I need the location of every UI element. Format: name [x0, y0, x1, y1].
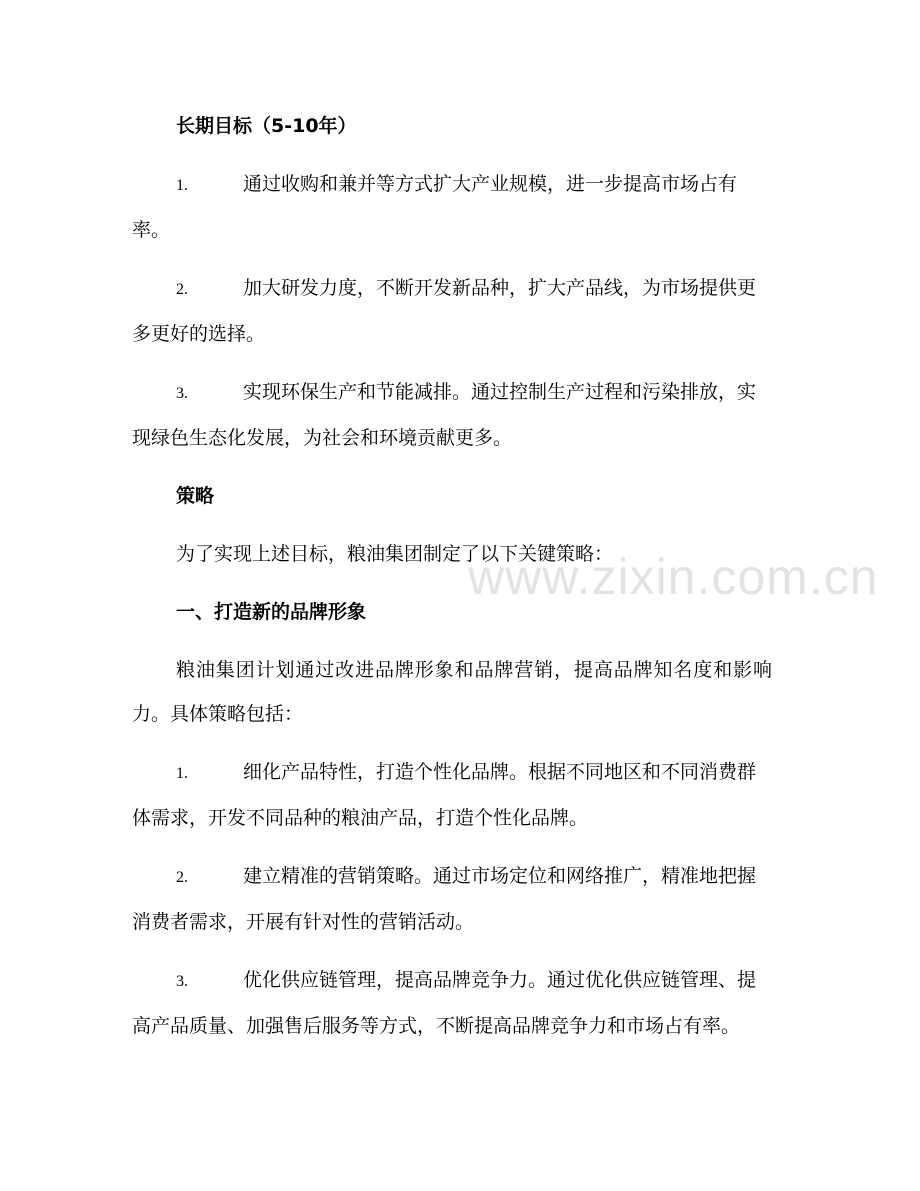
list-item-text: 实现环保生产和节能减排。通过控制生产过程和污染排放，实现绿色生态化发展，为社会和环境贡献更多。: [132, 381, 757, 449]
list-item-text: 建立精准的营销策略。通过市场定位和网络推广，精准地把握消费者需求，开展有针对性的营销活动。: [132, 865, 757, 933]
list-item-text: 加大研发力度，不断开发新品种，扩大产品线，为市场提供更多更好的选择。: [132, 277, 757, 345]
list-item: [132, 266, 772, 356]
list-item-number: 3.: [176, 385, 188, 402]
list-item-text: 细化产品特性，打造个性化品牌。根据不同地区和不同消费群体需求，开发不同品种的粮油产品，打造个性化品牌。: [132, 761, 757, 829]
list-item: [132, 750, 772, 840]
list-item-number: 3.: [176, 973, 188, 990]
list-item: [132, 162, 772, 252]
watermark-text: www.zixin.com.cn: [468, 549, 879, 605]
list-item-number: 1.: [176, 177, 188, 194]
list-item-number: 2.: [176, 281, 188, 298]
list-item-text: 优化供应链管理，提高品牌竞争力。通过优化供应链管理、提高产品质量、加强售后服务等方式，不断提高品牌竞争力和市场占有率。: [132, 969, 757, 1037]
list-item-number: 2.: [176, 869, 188, 886]
list-item-number: 1.: [176, 765, 188, 782]
list-item: [132, 370, 772, 460]
list-item: [132, 854, 772, 944]
paragraph: 为了实现上述目标，粮油集团制定了以下关键策略：: [176, 543, 614, 565]
document-body: [132, 104, 772, 1062]
section-heading-long-term-goals: 长期目标（5-10年）: [176, 115, 357, 137]
paragraph: 粮油集团计划通过改进品牌形象和品牌营销，提高品牌知名度和影响力。具体策略包括：: [132, 659, 772, 725]
section-heading-brand-image: 一、打造新的品牌形象: [176, 601, 367, 623]
list-item: [132, 958, 772, 1048]
section-heading-strategy: 策略: [176, 485, 215, 507]
list-item-text: 通过收购和兼并等方式扩大产业规模，进一步提高市场占有率。: [132, 173, 738, 241]
